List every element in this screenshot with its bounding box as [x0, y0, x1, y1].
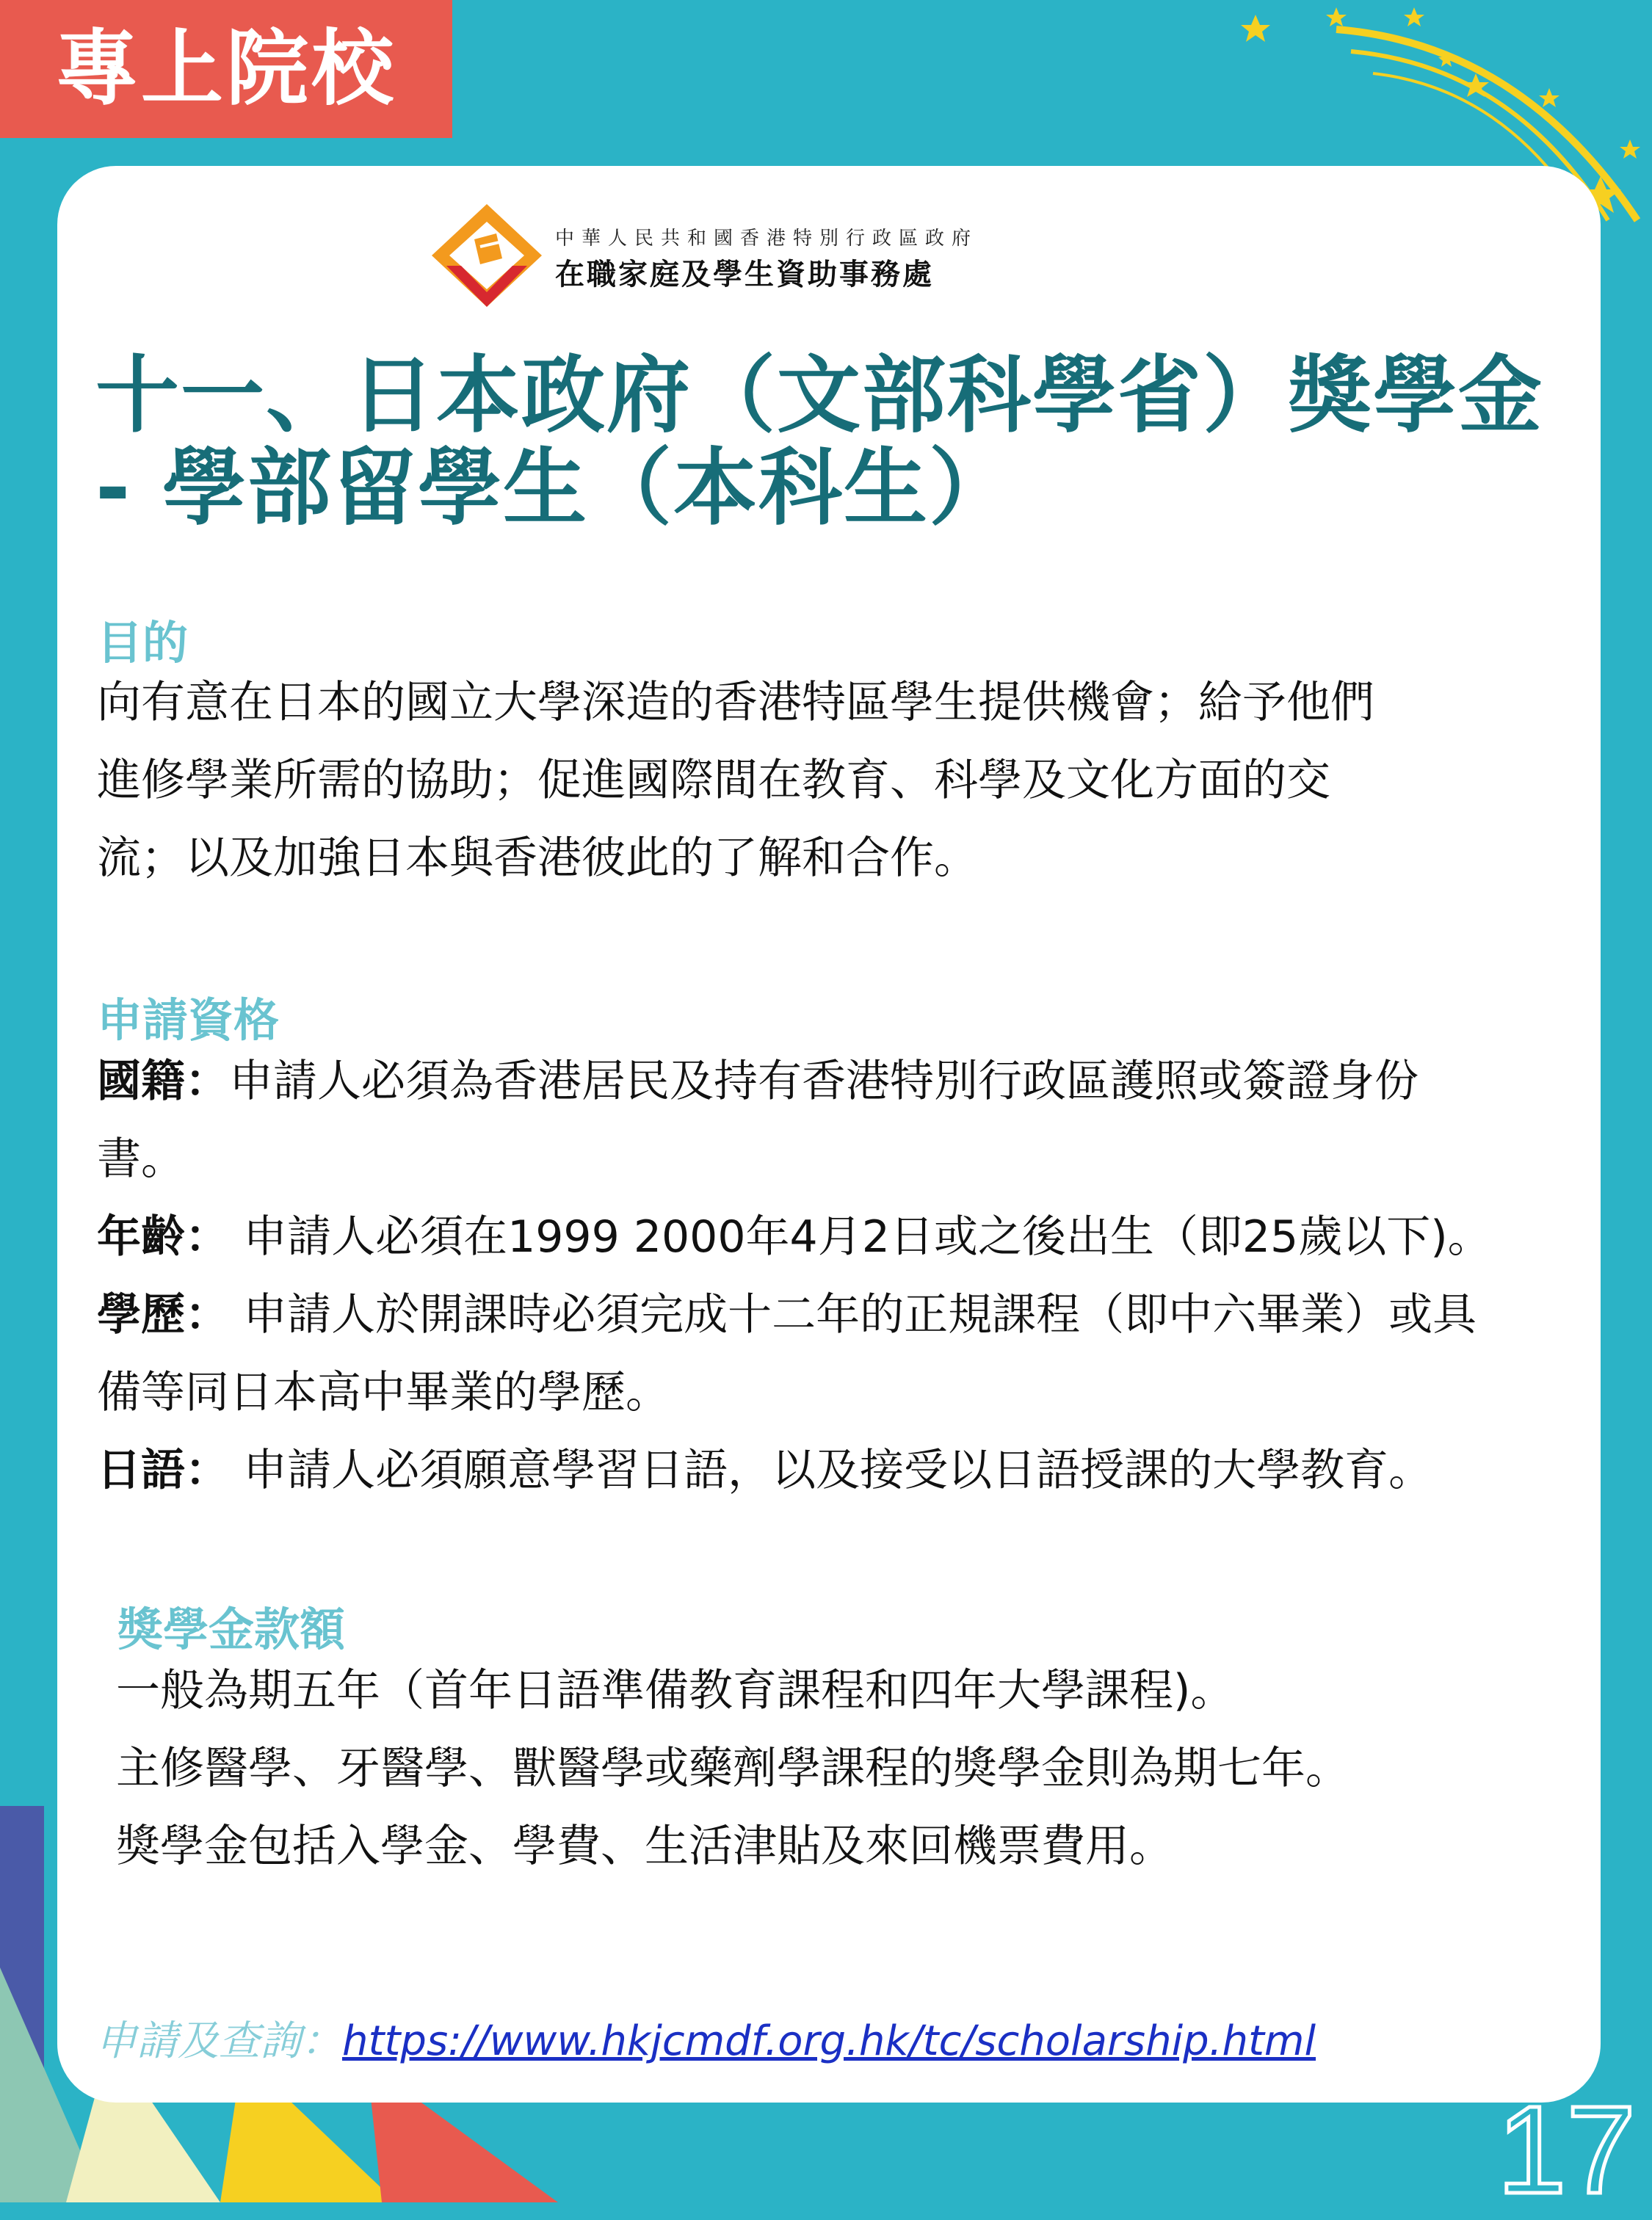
page-title-line-2: - 學部留學生（本科生） — [95, 439, 1015, 537]
enquiry-footer — [95, 2009, 1316, 2067]
japanese-label: 日語： — [97, 1445, 229, 1496]
page-title — [95, 347, 1593, 537]
age-text: 申請人必須在1999 2000年4月2日或之後出生（即25歲以下)。 — [229, 1211, 1492, 1263]
eligibility-paragraph — [97, 1042, 1492, 1509]
enquiry-label: 申請及查詢： — [95, 2017, 342, 2065]
content-card — [57, 166, 1601, 2103]
education-text-cont: 備等同日本高中畢業的學歷。 — [97, 1367, 670, 1418]
amount-paragraph — [116, 1652, 1350, 1885]
purpose-line: 流；以及加強日本與香港彼此的了解和合作。 — [97, 832, 978, 884]
nationality-item — [97, 1042, 1492, 1120]
japanese-item — [97, 1432, 1492, 1509]
amount-heading: 獎學金款額 — [117, 1603, 346, 1656]
government-name: 中華人民共和國香港特別行政區政府 — [555, 228, 979, 250]
purpose-heading: 目的 — [97, 616, 189, 670]
agency-name: 在職家庭及學生資助事務處 — [555, 258, 934, 291]
education-label: 學歷： — [97, 1289, 229, 1341]
purpose-line: 向有意在日本的國立大學深造的香港特區學生提供機會；給予他們 — [97, 677, 1374, 728]
category-banner: 專上院校 — [0, 0, 452, 138]
agency-logo-icon — [432, 204, 542, 307]
age-item — [97, 1198, 1492, 1276]
education-text: 申請人於開課時必須完成十二年的正規課程（即中六畢業）或具 — [229, 1289, 1477, 1341]
purpose-line: 進修學業所需的協助；促進國際間在教育、科學及文化方面的交 — [97, 755, 1330, 806]
page-title-line-1: 十一、日本政府（文部科學省）獎學金 — [95, 347, 1544, 444]
agency-logo — [432, 204, 1093, 307]
eligibility-heading: 申請資格 — [97, 993, 280, 1047]
amount-line: 獎學金包括入學金、學費、生活津貼及來回機票費用。 — [116, 1821, 1173, 1872]
nationality-label: 國籍： — [97, 1056, 229, 1107]
purpose-paragraph — [97, 664, 1374, 897]
page-number: 17 — [1496, 2081, 1636, 2220]
amount-line: 一般為期五年（首年日語準備教育課程和四年大學課程)。 — [116, 1665, 1235, 1716]
japanese-text: 申請人必須願意學習日語，以及接受以日語授課的大學教育。 — [229, 1445, 1433, 1496]
education-item — [97, 1276, 1492, 1354]
nationality-text: 申請人必須為香港居民及持有香港特別行政區護照或簽證身份 — [229, 1056, 1419, 1107]
age-label: 年齡： — [97, 1211, 229, 1263]
nationality-text-cont: 書。 — [97, 1133, 185, 1185]
amount-line: 主修醫學、牙醫學、獸醫學或藥劑學課程的獎學金則為期七年。 — [116, 1743, 1350, 1794]
scholarship-link[interactable]: https://www.hkjcmdf.org.hk/tc/scholarship.html — [342, 2017, 1316, 2065]
